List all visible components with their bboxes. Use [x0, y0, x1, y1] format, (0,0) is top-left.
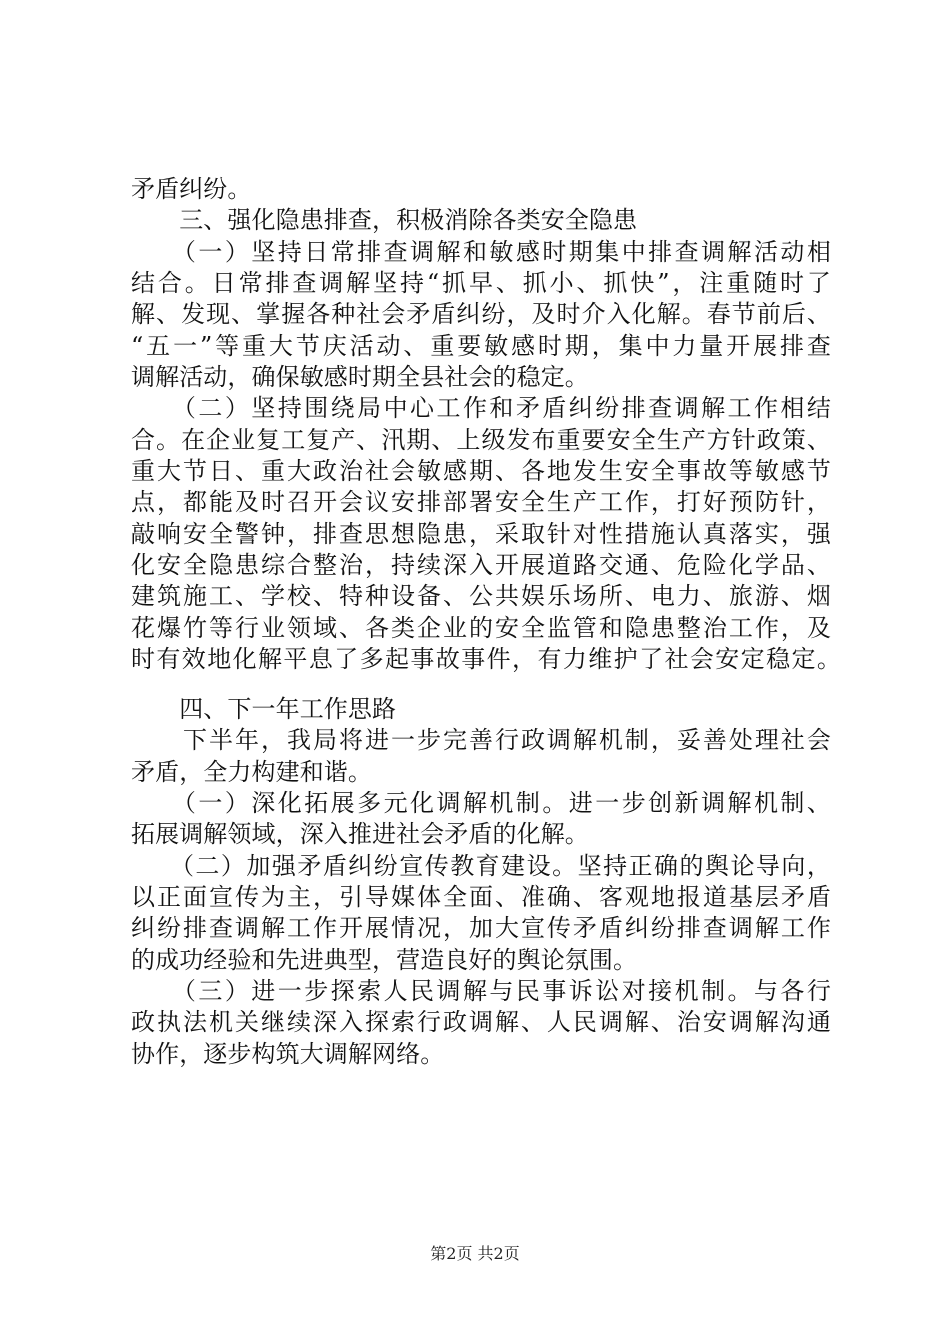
- paragraph-line: 拓展调解领域，深入推进社会矛盾的化解。: [131, 820, 589, 848]
- section-heading: 三、强化隐患排查，积极消除各类安全隐患: [131, 206, 638, 234]
- paragraph-line: 重大节日、重大政治社会敏感期、各地发生安全事故等敏感节: [131, 457, 831, 485]
- section-heading: 四、下一年工作思路: [131, 695, 397, 723]
- paragraph-line: 化安全隐患综合整治，持续深入开展道路交通、危险化学品、: [131, 551, 831, 579]
- paragraph-line: 下半年，我局将进一步完善行政调解机制，妥善处理社会: [131, 726, 831, 754]
- paragraph-line: 建筑施工、学校、特种设备、公共娱乐场所、电力、旅游、烟: [131, 582, 831, 610]
- paragraph-line: 合。在企业复工复产、汛期、上级发布重要安全生产方针政策、: [131, 426, 831, 454]
- paragraph-line: 结合。日常排查调解坚持“抓早、抓小、抓快”，注重随时了: [131, 269, 831, 297]
- paragraph-line: 的成功经验和先进典型，营造良好的舆论氛围。: [131, 946, 638, 974]
- paragraph-line: 解、发现、掌握各种社会矛盾纠纷，及时介入化解。春节前后、: [131, 300, 831, 328]
- paragraph-line: 调解活动，确保敏感时期全县社会的稳定。: [131, 363, 589, 391]
- paragraph-line: 敲响安全警钟，排查思想隐患，采取针对性措施认真落实，强: [131, 520, 831, 548]
- paragraph-line: 时有效地化解平息了多起事故事件，有力维护了社会安定稳定。: [131, 645, 841, 673]
- paragraph-line: （二）加强矛盾纠纷宣传教育建设。坚持正确的舆论导向，: [131, 852, 831, 880]
- paragraph-line: （三）进一步探索人民调解与民事诉讼对接机制。与各行: [131, 977, 831, 1005]
- paragraph-line: 以正面宣传为主，引导媒体全面、准确、客观地报道基层矛盾: [131, 883, 831, 911]
- paragraph-line: “五一”等重大节庆活动、重要敏感时期，集中力量开展排查: [131, 332, 831, 360]
- paragraph-line: 矛盾纠纷。: [131, 175, 252, 203]
- paragraph-line: （一）坚持日常排查调解和敏感时期集中排查调解活动相: [131, 238, 831, 266]
- paragraph-line: 花爆竹等行业领域、各类企业的安全监管和隐患整治工作，及: [131, 614, 831, 642]
- paragraph-line: 政执法机关继续深入探索行政调解、人民调解、治安调解沟通: [131, 1008, 831, 1036]
- paragraph-line: 矛盾，全力构建和谐。: [131, 758, 372, 786]
- paragraph-line: 协作，逐步构筑大调解网络。: [131, 1040, 445, 1068]
- paragraph-line: 点，都能及时召开会议安排部署安全生产工作，打好预防针，: [131, 488, 831, 516]
- page-number-footer: 第2页 共2页: [430, 1244, 520, 1263]
- paragraph-line: 纠纷排查调解工作开展情况，加大宣传矛盾纠纷排查调解工作: [131, 914, 831, 942]
- paragraph-line: （二）坚持围绕局中心工作和矛盾纠纷排查调解工作相结: [131, 394, 831, 422]
- paragraph-line: （一）深化拓展多元化调解机制。进一步创新调解机制、: [131, 789, 831, 817]
